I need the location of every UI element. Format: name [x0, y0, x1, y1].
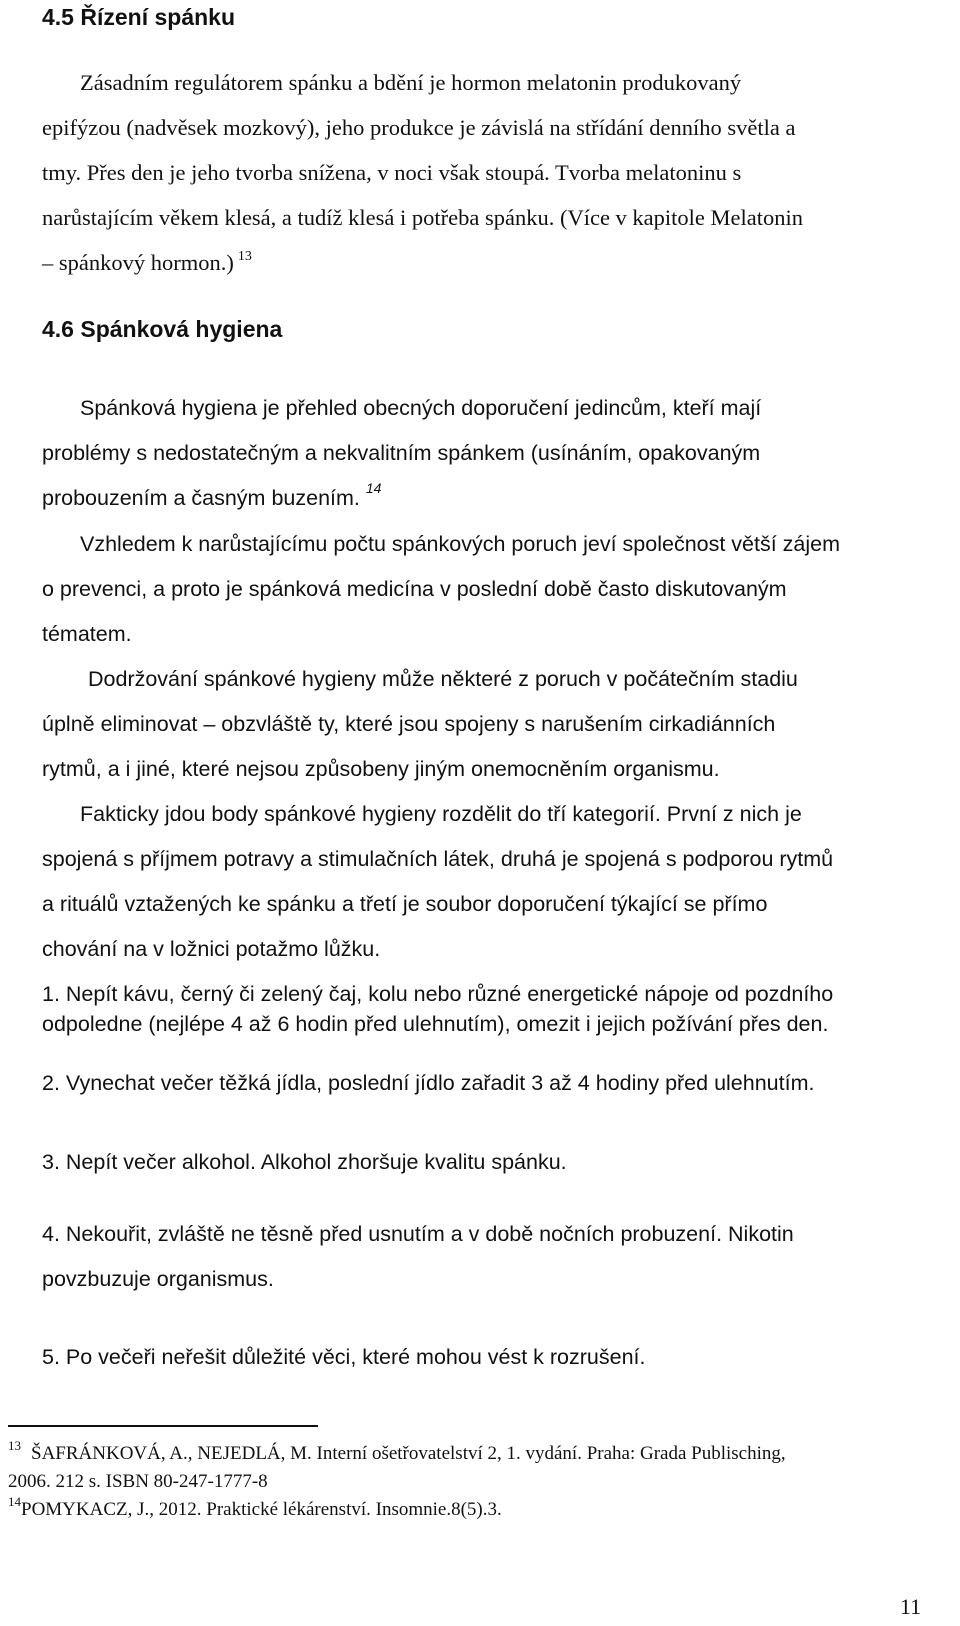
footnote-text: POMYKACZ, J., 2012. Praktické lékárenství. Insomnie.8(5).3. [21, 1499, 502, 1520]
footnote-ref-13: 13 [237, 249, 252, 264]
paragraph-line: problémy s nedostatečným a nekvalitním spánkem (usínáním, opakovaným [42, 441, 761, 465]
paragraph-line: o prevenci, a proto je spánková medicína v poslední době často diskutovaným [42, 577, 787, 601]
section-heading-4-5: 4.5 Řízení spánku [42, 4, 236, 30]
footnote-ref-14: 14 [365, 480, 382, 496]
paragraph-line: narůstajícím věkem klesá, a tudíž klesá i potřeba spánku. (Více v kapitole Melatonin [42, 205, 804, 230]
list-item-1-line: 1. Nepít kávu, černý či zelený čaj, kolu nebo různé energetické nápoje od pozdního [42, 982, 834, 1006]
list-item-3: 3. Nepít večer alkohol. Alkohol zhoršuje kvalitu spánku. [42, 1150, 567, 1174]
paragraph-line: Vzhledem k narůstajícímu počtu spánkových poruch jeví společnost větší zájem [80, 532, 841, 556]
paragraph-text: – spánkový hormon.) [42, 250, 234, 275]
paragraph-line: epifýzou (nadvěsek mozkový), jeho produkce je závislá na střídání denního světla a [42, 115, 796, 140]
footnote-14 [8, 1494, 502, 1521]
section-heading-4-6: 4.6 Spánková hygiena [42, 316, 283, 342]
list-item-2: 2. Vynechat večer těžká jídla, poslední jídlo zařadit 3 až 4 hodiny před ulehnutím. [42, 1071, 815, 1095]
list-item-4-line: povzbuzuje organismus. [42, 1267, 274, 1291]
paragraph-line: tématem. [42, 622, 132, 646]
paragraph-line: chování na v ložnici potažmo lůžku. [42, 937, 381, 961]
paragraph-text: probouzením a časným buzením. [42, 486, 360, 510]
paragraph-line-last [42, 250, 252, 276]
footnote-number: 14 [8, 1494, 21, 1509]
list-item-1-line: odpoledne (nejlépe 4 až 6 hodin před ulehnutím), omezit i jejich požívání přes den. [42, 1012, 829, 1036]
page-number: 11 [900, 1594, 922, 1619]
footnote-divider [8, 1425, 318, 1427]
paragraph-line: Spánková hygiena je přehled obecných doporučení jedincům, kteří mají [80, 396, 762, 420]
paragraph-line-last [42, 480, 382, 511]
list-item-5: 5. Po večeři neřešit důležité věci, které mohou vést k rozrušení. [42, 1345, 646, 1369]
footnote-13-cont: 2006. 212 s. ISBN 80-247-1777-8 [8, 1471, 268, 1492]
list-item-4-line: 4. Nekouřit, zvláště ne těsně před usnutím a v době nočních probuzení. Nikotin [42, 1222, 794, 1246]
paragraph-line: Dodržování spánkové hygieny může některé z poruch v počátečním stadiu [88, 667, 798, 691]
footnote-number: 13 [8, 1438, 21, 1453]
footnote-13 [8, 1438, 786, 1465]
paragraph-line: a rituálů vztažených ke spánku a třetí je soubor doporučení týkající se přímo [42, 892, 768, 916]
footnote-text: ŠAFRÁNKOVÁ, A., NEJEDLÁ, M. Interní ošetřovatelství 2, 1. vydání. Praha: Grada Publisching, [31, 1443, 786, 1464]
paragraph-line: úplně eliminovat – obzvláště ty, které jsou spojeny s narušením cirkadiánních [42, 712, 776, 736]
paragraph-line: tmy. Přes den je jeho tvorba snížena, v noci však stoupá. Tvorba melatoninu s [42, 160, 742, 185]
paragraph-line: Zásadním regulátorem spánku a bdění je hormon melatonin produkovaný [80, 70, 742, 95]
paragraph-line: rytmů, a i jiné, které nejsou způsobeny jiným onemocněním organismu. [42, 757, 720, 781]
paragraph-line: spojená s příjmem potravy a stimulačních látek, druhá je spojená s podporou rytmů [42, 847, 834, 871]
paragraph-line: Fakticky jdou body spánkové hygieny rozdělit do tří kategorií. První z nich je [80, 802, 802, 826]
